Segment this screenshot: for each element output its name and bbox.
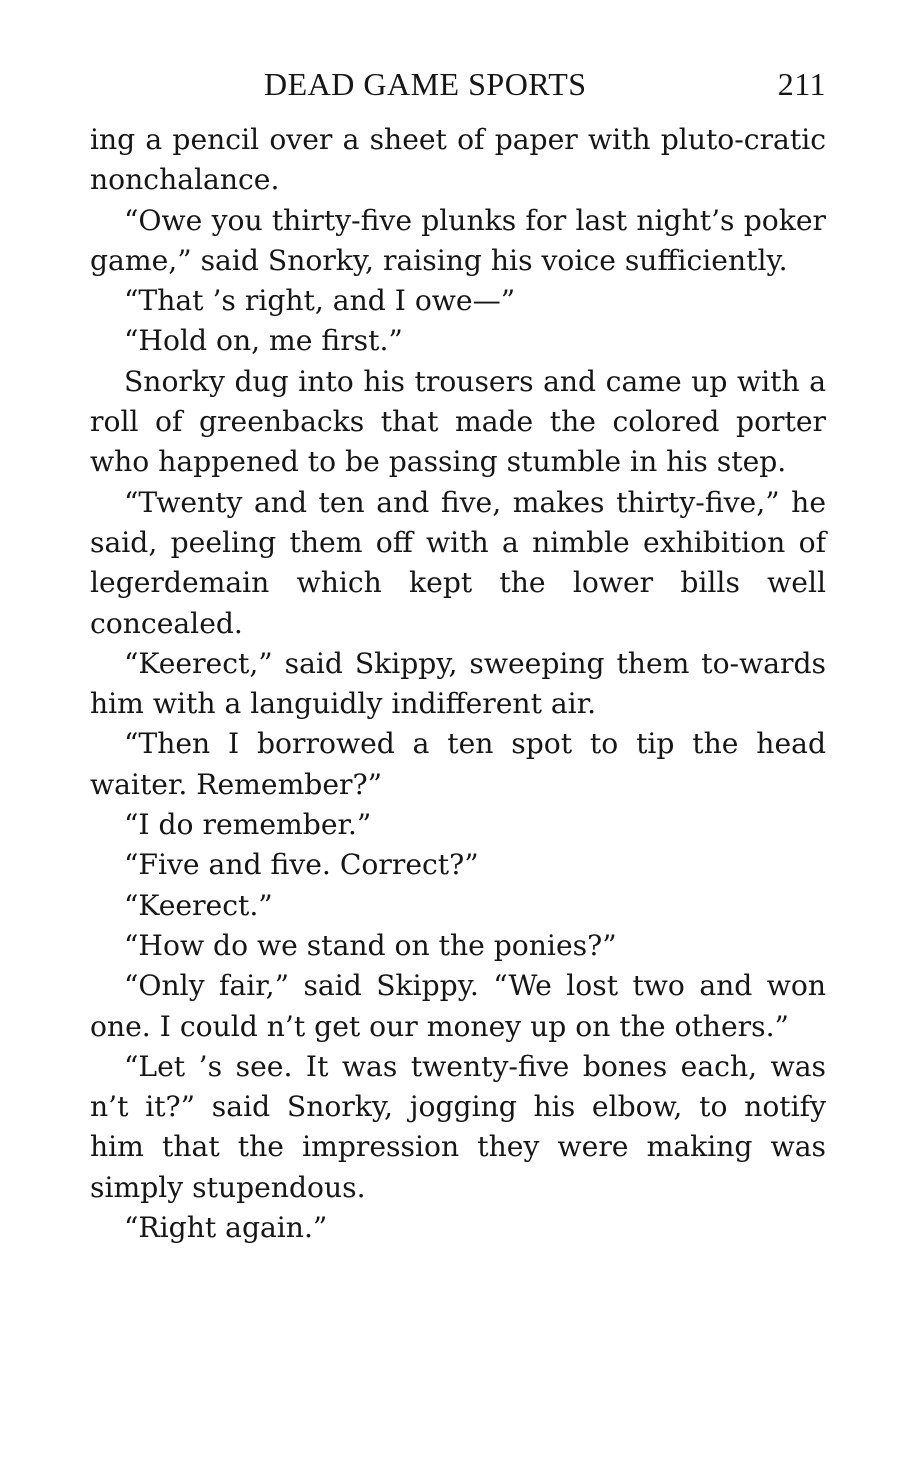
paragraph: “Five and five. Correct?”	[124, 848, 479, 882]
paragraph: “How do we stand on the ponies?”	[124, 928, 617, 962]
book-page	[90, 62, 826, 1248]
paragraph: “Owe you thirty-five plunks for last night’s poker game,” said Snorky, raising his voice sufficiently.	[90, 203, 826, 277]
paragraph: “Let ’s see. It was twenty-five bones each, was n’t it?” said Snorky, jogging his elbow, to notify him that the impression they were making was simply stupendous.	[90, 1049, 826, 1204]
paragraph: “Keerect.”	[124, 888, 273, 922]
running-title: DEAD GAME SPORTS	[264, 66, 587, 102]
paragraph: “Only fair,” said Skippy. “We lost two and won one. I could n’t get our money up on the others.”	[90, 969, 826, 1043]
body-text	[90, 120, 826, 1248]
paragraph: “Twenty and ten and five, makes thirty-five,” he said, peeling them off with a nimble exhibition of legerdemain which kept the lower bills well concealed.	[90, 485, 826, 640]
paragraph: “Right again.”	[124, 1211, 328, 1245]
page-number: 211	[777, 66, 826, 102]
paragraph: “That ’s right, and I owe—”	[124, 284, 516, 318]
paragraph: Snorky dug into his trousers and came up with a roll of greenbacks that made the colored porter who happened to be passing stumble in his step.	[90, 364, 826, 479]
paragraph: “Keerect,” said Skippy, sweeping them to-wards him with a languidly indifferent air.	[90, 646, 826, 721]
paragraph: “I do remember.”	[124, 808, 372, 842]
paragraph: “Hold on, me first.”	[124, 324, 403, 358]
paragraph-continued: ing a pencil over a sheet of paper with pluto-cratic nonchalance.	[90, 123, 826, 197]
paragraph: “Then I borrowed a ten spot to tip the head waiter. Remember?”	[90, 727, 826, 801]
running-header	[90, 62, 826, 120]
